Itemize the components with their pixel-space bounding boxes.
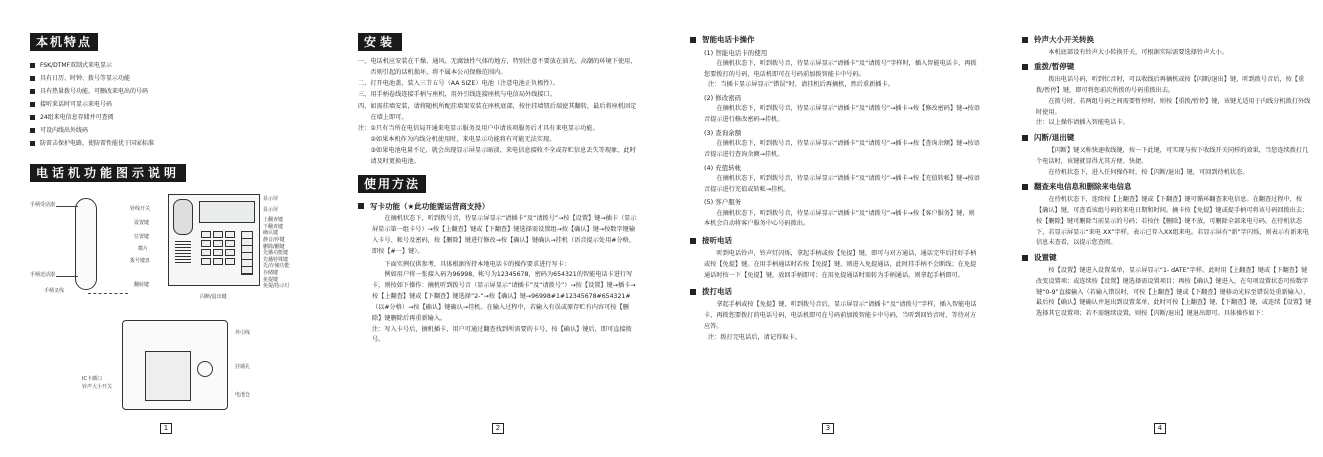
diagram-title: 电话机功能图示说明: [30, 164, 186, 182]
key[interactable]: [225, 231, 235, 238]
paragraph: 在待机状态下，连续按【上翻查】键或【下翻查】键可循环翻查来电信息。在翻查过程中，按【确认】键，可查看该组号码的来电日期和时间。摘卡按【免提】键或提手柄可将该号码回拨出去；按【删除】键可删除当前显示的号码；若按住【删除】键不放，可删除全部来电号码。在待机状态下，若显示屏显示“来电 XX”字样，表示已存入XX组来电。若显示屏有“新”字闪烁，则表示有新来电信息未查看，以提示您查阅。: [1036, 196, 1309, 247]
install-title: 安装: [358, 33, 402, 51]
label-flash-exit: 闪断/退出键: [200, 294, 227, 300]
list-item: 24组来电信息存储并可查阅: [30, 111, 154, 124]
paragraph: 按【设置】键进入设置菜单，显示屏显示“1- dATE”字样。此时用【上翻查】键或【下翻查】键改变设置项；或连续按【设置】键选择需设置项目；再按【确认】键进入，在句项设置状态可按数字键“0-9”直接输入（若输入错误时，可按【上翻查】键或【下翻查】键移动光标至错误处重新输入），最后按【确认】键确认并退出到设置菜单，此时可按【上翻查】键、【下翻查】键，或连续【设置】键选择其它设置项；若不需继续设置，则按【闪断/退出】键退出即可。具体操作如下：: [1036, 266, 1312, 318]
phone-bottom-diagram: [30, 318, 325, 413]
label-battery: 电池仓: [235, 392, 251, 398]
label: 存储键: [263, 269, 279, 276]
label: 先/存储功能: [263, 263, 290, 270]
paragraph: 在摘机状态下，听到拨号音，待显示屏显示“请插卡”及“请拨号”字样时，插入智能电话卡，再拨您要拨打的号码，电话机即可在号码前加拨智能卡中号码。: [704, 59, 977, 78]
key[interactable]: [225, 240, 235, 247]
item-number: (3): [704, 128, 714, 137]
section-heading: 铃声大小开关转换: [1022, 34, 1312, 46]
note-item: ①只有当所在电信局开通来电显示服务及用户申请该项服务后才具有来电显示功能。: [370, 124, 599, 132]
key[interactable]: [225, 249, 235, 256]
label: 免提/指示灯: [263, 283, 290, 290]
key[interactable]: [201, 258, 211, 265]
paragraph: 拿起手柄或按【免提】键，听到拨号音后，显示屏显示“请插卡”及“请拨号”字样，插入智能电话卡，再拨您要拨打的电话号码，电话机即可在号码前加拨智能卡中号码，当听到回铃音时，等待对方应答。: [704, 301, 977, 330]
card-item: [690, 128, 980, 161]
note: 注：拨打完电话后，请记得取卡。: [708, 333, 801, 341]
page-number: 1: [160, 423, 172, 434]
item-title: 修改密码: [715, 94, 742, 103]
cradle: [173, 199, 193, 235]
key[interactable]: [201, 240, 211, 247]
usage-title: 使用方法: [358, 175, 426, 193]
label: 确认键: [263, 230, 279, 237]
label-wall-hole: 挂墙孔: [235, 364, 251, 370]
paragraph: 在摘机状态下，听到拨号音，待显示屏显示“请插卡”及“请拨号”→插卡→按【充值转帐】键→按语音提示进行充值或转帐→挂机。: [704, 174, 980, 193]
paragraph: 拨出电话号码，听到忙音时，可以收线后再摘机或按【闪断/退出】键，听到拨号音后，按【重拨/暂停】键，即可将您前次所拨的号码重拨出去。: [1036, 76, 1305, 94]
label: 显示屏: [263, 206, 279, 213]
phone-base: [168, 194, 260, 286]
features-title: 本机特点: [30, 33, 98, 51]
paragraph: 在拨号时，若两组号码之间需要暂停时，则按【重拨/暂停】键，该键尤适用于内线分机拨打外线时使用。: [1036, 97, 1311, 116]
paragraph: 在摘机状态下，听到拨号音，待显示屏显示“请插卡”及“请拨号”→插卡→按【查询余额】键→按语音提示进行查询余额→挂机。: [704, 140, 980, 158]
paragraph: 下面实例仅供参考，具体根据所持本地电话卡的操作要求进行写卡：: [384, 260, 571, 268]
section-heading: 闪断/退出键: [1022, 132, 1312, 144]
note: 注：当插卡显示屏显示“错误”时，请挂机后再摘机，然后重新插卡。: [708, 81, 894, 89]
phone-front-diagram: [30, 190, 325, 305]
paragraph: 在摘机状态下，听到拨号音，待显示屏显示“请插卡”及“请拨号”→插卡→按【修改密码】键→按语音提示进行修改密码→挂机。: [704, 105, 980, 124]
item-title: 智能电话卡的使用: [715, 48, 768, 57]
list-item: 一、电话机应安装在干燥、通风、无腐蚀性气体的地方，特别注意不要放在油光、高潮的环境下使用，否则引起的话机损坏，将不属本公司保修范围内。: [358, 58, 637, 77]
page-3: [690, 0, 980, 457]
item-number: (4): [704, 163, 714, 172]
item-number: (5): [704, 198, 714, 207]
list-item: 具有热量拨号功能，可删改来电出的号码: [30, 85, 154, 98]
note-item: ③如果电池电量不足，就会出现显示屏显示暗淡、来电信息接收不全或存贮信息丢失等现象，此时请及时更换电池。: [370, 147, 636, 166]
label: 下翻查键: [263, 223, 284, 230]
item-title: 充值转帐: [715, 163, 742, 172]
note: 注：写入卡号后，摘机插卡，用户可通过翻查找到所需要的卡号，按【确认】键后，即可直接拨号。: [372, 325, 632, 344]
list-item: FSK/DTMF双制式来电显示: [30, 59, 154, 72]
key[interactable]: [201, 231, 211, 238]
list-item: 可设内线出外线码: [30, 124, 154, 137]
note-item: ②如果本机作为内线分机使用时，来电显示功能将有可能无法实现。: [370, 136, 556, 144]
label: 免提键: [263, 276, 279, 283]
page-1: [30, 0, 325, 457]
item-title: 查询余额: [715, 128, 742, 137]
key[interactable]: [225, 258, 235, 265]
label-ringer-switch: 铃线开关: [130, 206, 151, 212]
label: 先播特殊键: [263, 256, 289, 263]
keypad: [201, 231, 235, 265]
section-heading: 智能电话卡操作: [690, 34, 980, 46]
display-screen: [199, 201, 255, 223]
label-set-key: 设置键: [134, 220, 150, 226]
features-list: [30, 59, 154, 150]
label-line-cord: 外引线: [235, 330, 251, 336]
note-label: 注：: [358, 124, 371, 132]
paragraph: 【闪断】键又称快速收线键，按一下此键，可实现与按下收线开关同样的效果，当您连续拨打几个电话时，该键就显得尤其方便、快捷。: [1036, 146, 1309, 165]
list-item: 接听来话时可显示来电号码: [30, 98, 154, 111]
paragraph: 本机底部设有铃声大小转换开关，可根据实际需要选择铃声大小。: [1048, 48, 1228, 56]
list-item: 防雷击保护电路，使防雷性能优于国家标准: [30, 137, 154, 150]
ringer-switch: [197, 361, 213, 377]
key[interactable]: [201, 249, 211, 256]
list-item: 三、用手柄卷线连接手柄与座机，用外引线连接座机与电信局外线接口。: [358, 91, 556, 99]
page-2: [358, 0, 638, 457]
battery-compartment: [145, 351, 191, 401]
paragraph: 例如用户将一张接入码为96998，帐号为12345678，密码为654321的智能电话卡进行写卡，则按如下操作：摘机听到拨号音（显示屏显示“请插卡”及“请拨号”）→按【设置】键→插卡→按【上翻查】键或【下翻查】键选择“2-”→按【确认】键→96998#1#12345678#654321#（以#分格）→按【确认】键确认→挂机。在输入过程中，若输入有误或原存贮有内容可按【删除】键删除后再重新输入。: [372, 271, 636, 322]
key[interactable]: [213, 231, 223, 238]
speaker-grille: [175, 241, 191, 263]
section-heading: 拨打电话: [690, 286, 980, 298]
label-dial-pad: 拨号键盘: [130, 258, 151, 264]
handset: [75, 198, 97, 290]
item-number: (2): [704, 94, 714, 103]
label-flip-key: 翻转键: [134, 282, 150, 288]
page-4: [1022, 0, 1312, 457]
list-item: 具有日历、时钟、拨号等显示功能: [30, 72, 154, 85]
note: 注：以上操作请插入智能电话卡。: [1036, 119, 1129, 127]
section-heading: 写卡功能（★此功能需运营商支持）: [358, 201, 638, 213]
card-item: [690, 93, 980, 126]
card-item: [690, 197, 980, 230]
key[interactable]: [213, 258, 223, 265]
list-item: 二、打开电池盖，装入三节五号（AA SIZE）电池（注意电池正负极性）。: [358, 80, 559, 88]
list-item: 四、如需挂墙安装，请将随机所配挂墙架安装在座机底部，按住挂墙钮后端使其翻转，最后将座机固定在墙上即可。: [358, 102, 637, 121]
section-heading: 翻查来电信息和删除来电信息: [1022, 181, 1312, 193]
label-ic-slot: IC卡插口: [82, 376, 102, 382]
section-heading: 重拨/暂停键: [1022, 61, 1312, 73]
page-number: 4: [1154, 423, 1166, 434]
label-handset-mic: 手柄送话器: [30, 272, 56, 278]
label-handset-cord: 手柄叉线: [44, 288, 65, 294]
page-number: 2: [492, 423, 504, 434]
function-keys: [241, 231, 253, 275]
label: 显示屏: [263, 196, 279, 202]
item-number: (1): [704, 48, 714, 57]
install-notes: [370, 123, 638, 168]
section-heading: 设置键: [1022, 252, 1312, 264]
item-title: 客户服务: [715, 198, 742, 207]
card-item: [690, 48, 980, 92]
label-ringer-volume: 铃声大小开关: [82, 384, 113, 390]
paragraph: 在待机状态下，进入任何操作时，按【闪断/退出】键，可回到待机状态。: [1048, 168, 1249, 176]
paragraph: 听到电话铃声，铃声灯闪烁，拿起手柄或按【免提】键，即可与对方通话，通话完毕后挂好手柄或按【免提】键。在用手柄通话时若按【免提】键，则进入免提通话，此时挂手柄不会断线；在免提通话时按一下【免提】键，放回手柄即可；在用免提通话时需转为手柄通话，则拿起手柄即可。: [704, 249, 977, 279]
label: 静音/停键: [263, 236, 285, 243]
phone-base-bottom: [122, 320, 228, 410]
key[interactable]: [213, 249, 223, 256]
right-labels: [263, 196, 290, 290]
label-panel: 横片: [138, 246, 149, 252]
install-list: [358, 56, 638, 123]
paragraph: 在摘机状态下，听到拨号音，待显示屏显示“请插卡”及“请拨号”→按【设置】键→插卡（显示屏显示第一组卡号）→按【上翻查】键或【下翻查】键选择需设置组→按【确认】键→按数字键输入卡号、帐号及密码，按【删除】键进行修改→按【确认】键确认→挂机（语音提示处用#分格，即按【#一】键）。: [372, 215, 637, 255]
label: 上翻查键: [263, 217, 284, 224]
section-heading: 接听电话: [690, 235, 980, 247]
label-handset-receiver: 手柄受话器: [30, 202, 56, 208]
label-position-key: 位置键: [134, 234, 150, 240]
label: 删除/翻键: [263, 243, 285, 250]
label: 先播功能键: [263, 250, 289, 257]
card-item: [690, 163, 980, 196]
page-number: 3: [822, 423, 834, 434]
coil-cord: [88, 288, 128, 294]
key[interactable]: [213, 240, 223, 247]
paragraph: 在摘机状态下，听到拨号音，待显示屏显示“请插卡”及“请拨号”→插卡→按【客户服务】键，则本机会自动将客户服务中心号码拨出。: [704, 209, 975, 228]
